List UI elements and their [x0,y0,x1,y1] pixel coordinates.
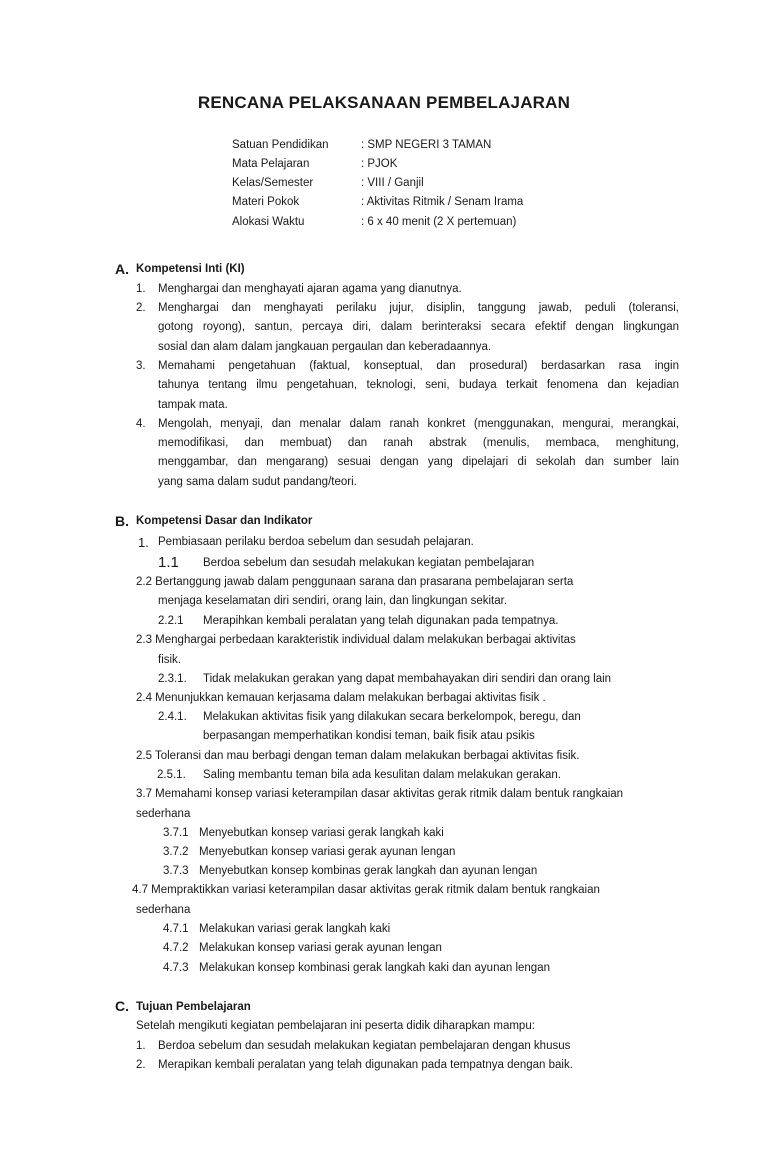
list-item: tahunya tentang ilmu pengetahuan, teknologi, seni, budaya terkait fenomena dan kejadian [158,379,679,391]
indicator-number: 4.7.1 [163,923,189,935]
kd-text: 2.4 Menunjukkan kemauan kerjasama dalam melakukan berbagai aktivitas fisik . [136,692,546,704]
section-intro: Setelah mengikuti kegiatan pembelajaran ini peserta didik diharapkan mampu: [136,1020,535,1032]
indicator-number: 3.7.1 [163,827,189,839]
list-item: tampak mata. [158,399,228,411]
indicator-number: 2.2.1 [158,615,184,627]
list-item: Merapikan kembali peralatan yang telah digunakan pada tempatnya dengan baik. [158,1059,573,1071]
indicator-number: 3.7.2 [163,846,189,858]
indicator-text: Menyebutkan konsep variasi gerak ayunan lengan [199,846,456,858]
indicator-number: 2.5.1. [157,769,186,781]
list-item: yang sama dalam sudut pandang/teori. [158,476,357,488]
list-item: Menghargai dan menghayati perilaku jujur, disiplin, tanggung jawab, peduli (toleransi, [158,302,679,314]
page-title: RENCANA PELAKSANAAN PEMBELAJARAN [197,93,571,112]
list-number: 1. [136,283,146,295]
kd-number: 1. [138,535,149,550]
meta-label: Materi Pokok [232,196,300,208]
kd-text: 2.5 Toleransi dan mau berbagi dengan teman dalam melakukan berbagai aktivitas fisik. [136,750,580,762]
kd-text: fisik. [158,654,181,666]
indicator-text: Menyebutkan konsep kombinas gerak langkah dan ayunan lengan [199,865,538,877]
indicator-text: Berdoa sebelum dan sesudah melakukan kegiatan pembelajaran [203,557,535,569]
list-item: memodifikasi, dan membuat) dan ranah abstrak (menulis, membaca, menghitung, [158,437,679,449]
section-letter: C. [115,998,129,1014]
meta-label: Satuan Pendidikan [232,139,329,151]
meta-label: Mata Pelajaran [232,158,310,170]
meta-value: : Aktivitas Ritmik / Senam Irama [361,196,524,208]
indicator-number: 2.3.1. [158,673,187,685]
list-item: Berdoa sebelum dan sesudah melakukan kegiatan pembelajaran dengan khusus [158,1040,571,1052]
list-item: gotong royong), santun, percaya diri, dalam berinteraksi secara efektif dengan lingkungan [158,321,679,333]
list-number: 2. [136,302,146,314]
meta-value: : VIII / Ganjil [361,177,424,189]
indicator-number: 3.7.3 [163,865,189,877]
kd-text: menjaga keselamatan diri sendiri, orang lain, dan lingkungan sekitar. [158,595,508,607]
section-title: Kompetensi Inti (KI) [136,263,245,275]
meta-value: : SMP NEGERI 3 TAMAN [361,139,492,151]
kd-text: sederhana [136,904,191,916]
list-number: 3. [136,360,146,372]
indicator-text: berpasangan memperhatikan kondisi teman, baik fisik atau psikis [203,730,535,742]
list-item: menggambar, dan mengarang) sesuai dengan yang dipelajari di sekolah dan sumber lain [158,456,679,468]
indicator-text: Tidak melakukan gerakan yang dapat membahayakan diri sendiri dan orang lain [203,673,612,685]
list-number: 4. [136,418,146,430]
kd-text: 2.2 Bertanggung jawab dalam penggunaan sarana dan prasarana pembelajaran serta [136,576,574,588]
section-title: Tujuan Pembelajaran [136,1001,251,1013]
list-number: 2. [136,1059,146,1071]
indicator-number: 4.7.2 [163,942,189,954]
list-item: Menghargai dan menghayati ajaran agama yang dianutnya. [158,283,462,295]
indicator-number: 4.7.3 [163,962,189,974]
kd-text: 2.3 Menghargai perbedaan karakteristik individual dalam melakukan berbagai aktivitas [136,634,576,646]
indicator-text: Melakukan konsep variasi gerak ayunan lengan [199,942,442,954]
list-number: 1. [136,1040,146,1052]
section-letter: A. [115,261,129,277]
meta-label: Kelas/Semester [232,177,314,189]
kd-text: sederhana [136,808,191,820]
kd-text: Pembiasaan perilaku berdoa sebelum dan sesudah pelajaran. [158,536,474,548]
meta-label: Alokasi Waktu [232,216,305,228]
list-item: sosial dan alam dalam jangkauan pergaulan dan keberadaannya. [158,341,492,353]
indicator-text: Merapihkan kembali peralatan yang telah digunakan pada tempatnya. [203,615,559,627]
section-title: Kompetensi Dasar dan Indikator [136,515,313,527]
indicator-text: Melakukan konsep kombinasi gerak langkah kaki dan ayunan lengan [199,962,550,974]
list-item: Memahami pengetahuan (faktual, konseptual, dan prosedural) berdasarkan rasa ingin [158,360,679,372]
indicator-text: Melakukan aktivitas fisik yang dilakukan secara berkelompok, beregu, dan [203,711,581,723]
kd-text: 3.7 Memahami konsep variasi keterampilan dasar aktivitas gerak ritmik dalam bentuk rangkaian [136,788,624,800]
indicator-text: Melakukan variasi gerak langkah kaki [199,923,391,935]
indicator-number: 1.1 [158,554,179,571]
indicator-text: Saling membantu teman bila ada kesulitan dalam melakukan gerakan. [203,769,561,781]
kd-text: 4.7 Mempraktikkan variasi keterampilan dasar aktivitas gerak ritmik dalam bentuk rangkaian [132,884,600,896]
section-letter: B. [115,513,129,529]
meta-value: : 6 x 40 menit (2 X pertemuan) [361,216,517,228]
meta-value: : PJOK [361,158,398,170]
indicator-number: 2.4.1. [158,711,187,723]
list-item: Mengolah, menyaji, dan menalar dalam ranah konkret (menggunakan, mengurai, merangkai, [158,418,679,430]
indicator-text: Menyebutkan konsep variasi gerak langkah kaki [199,827,444,839]
